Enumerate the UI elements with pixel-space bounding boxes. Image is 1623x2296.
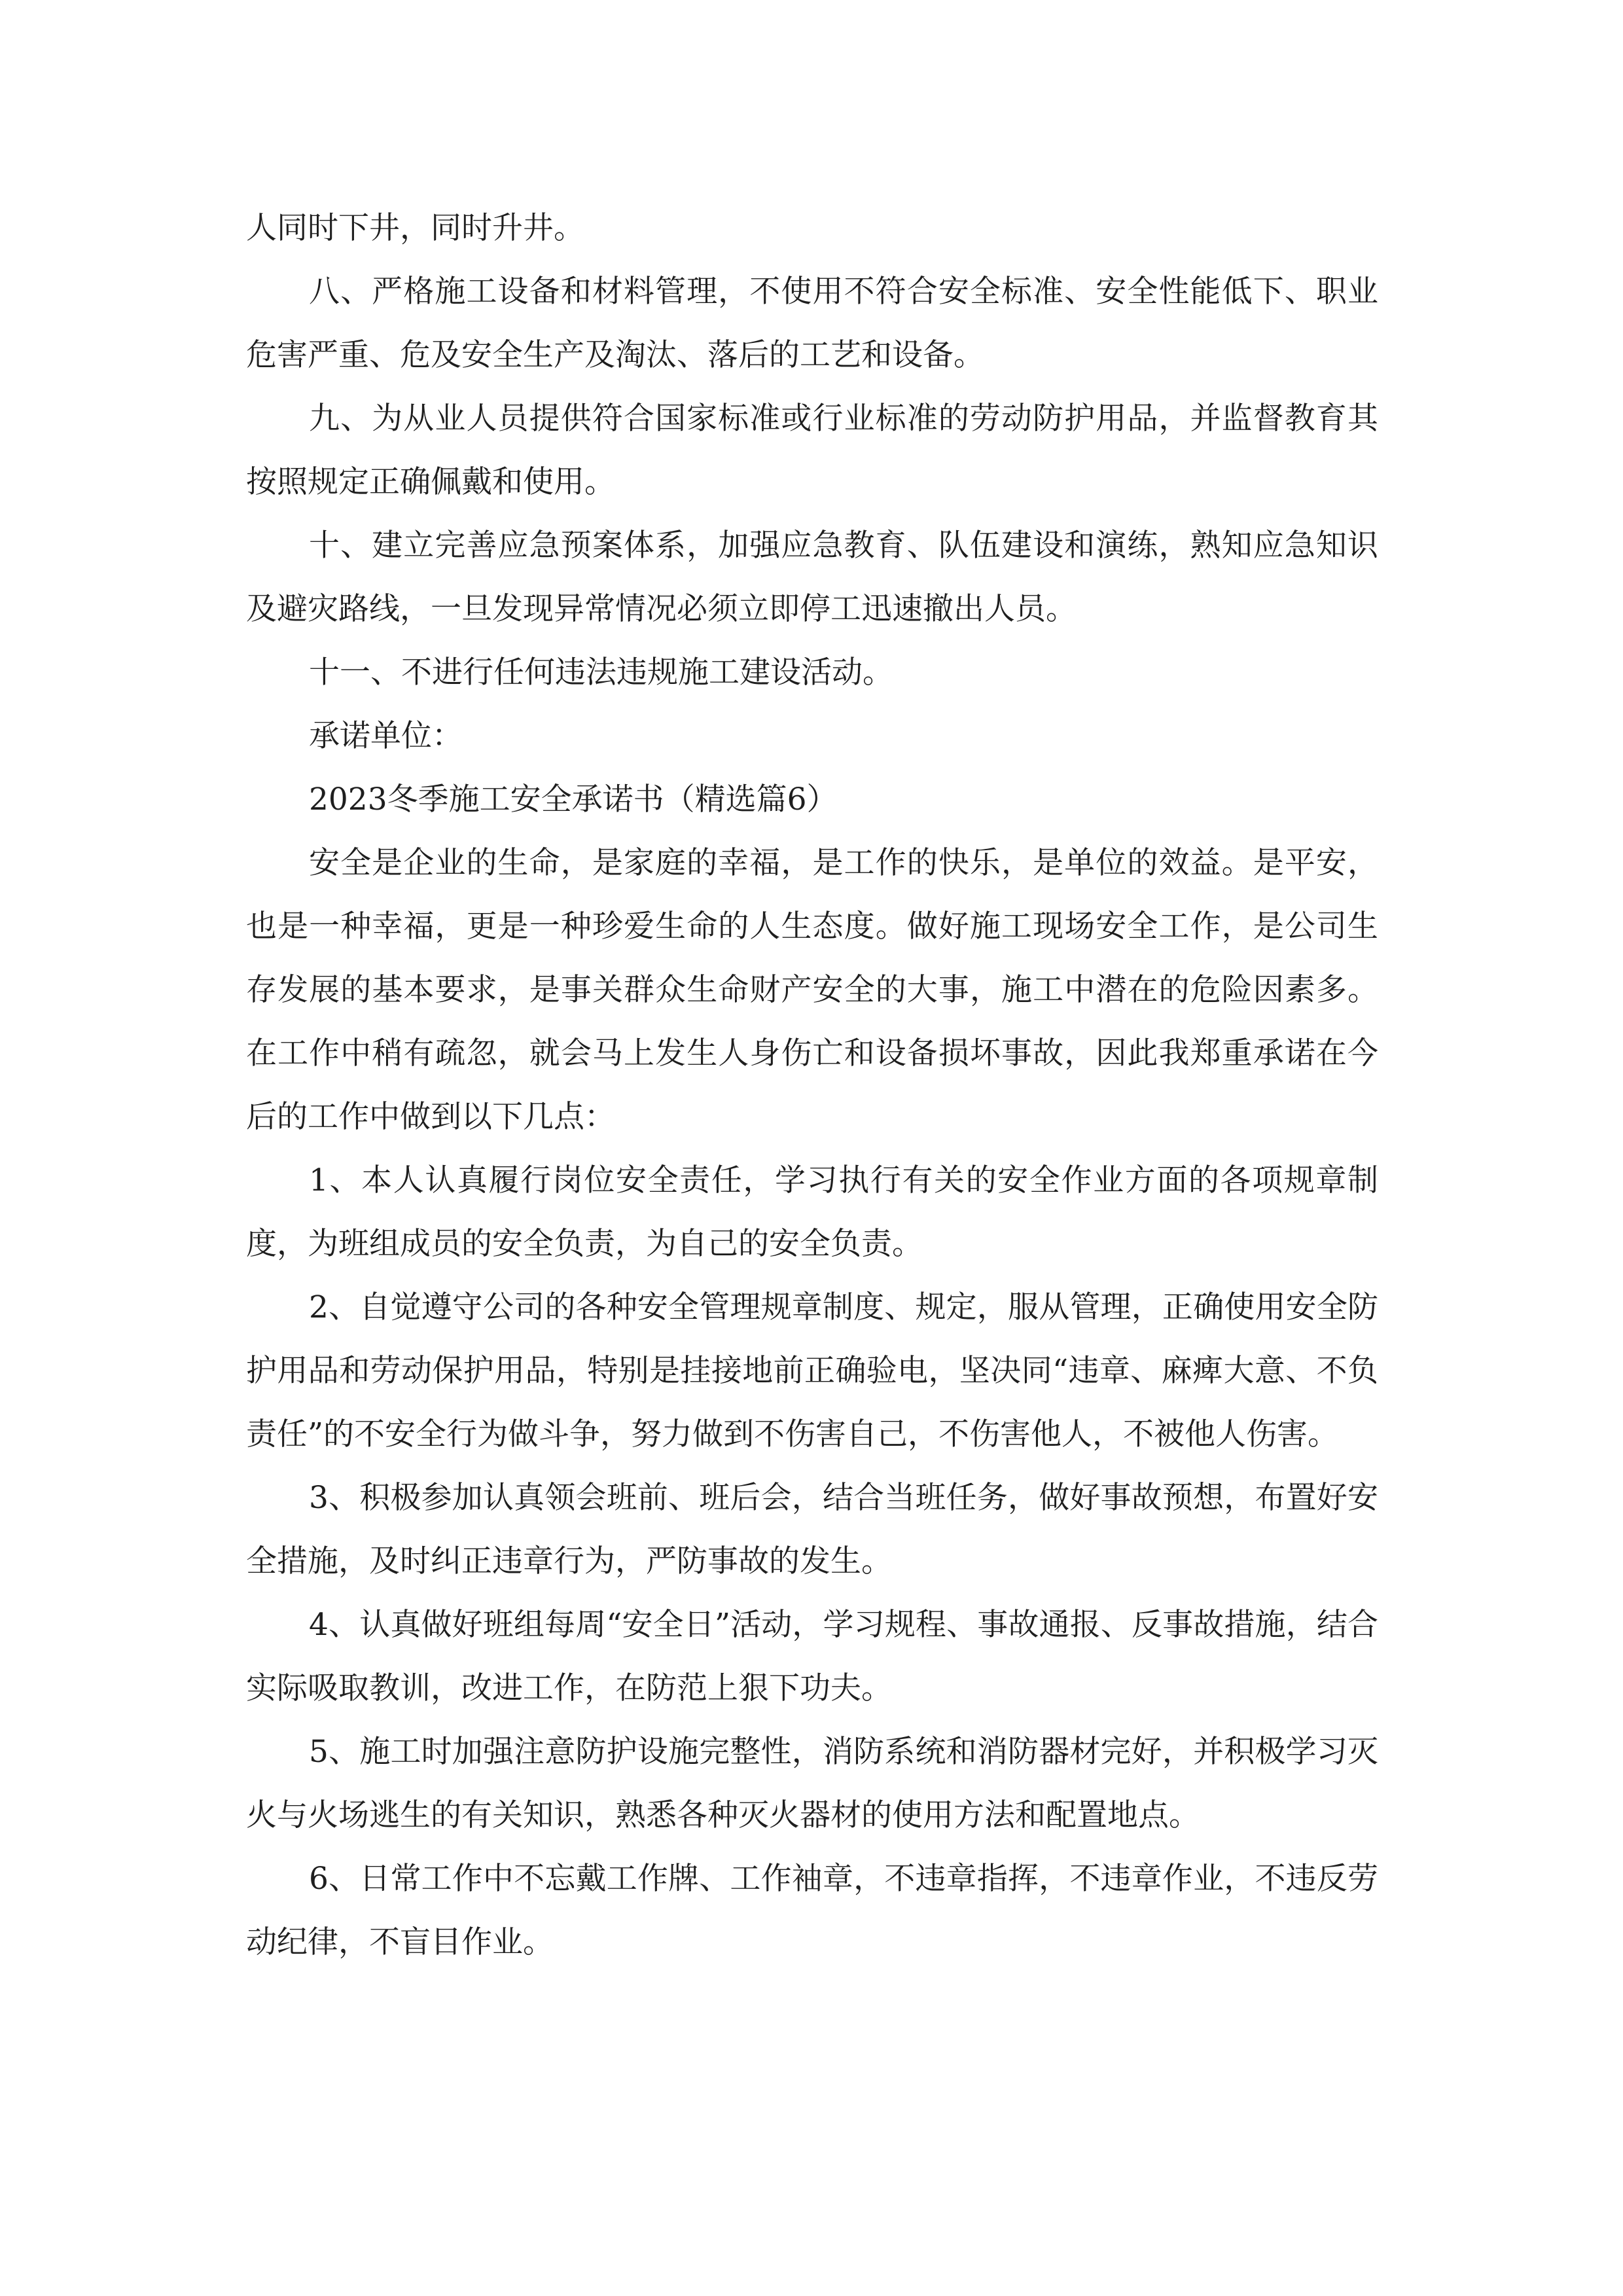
paragraph-point-1: 1、本人认真履行岗位安全责任，学习执行有关的安全作业方面的各项规章制度，为班组成员的安全负责，为自己的安全负责。 xyxy=(246,1162,1378,1262)
paragraph-continuation: 人同时下井，同时升井。 xyxy=(246,210,584,246)
pledging-unit-label: 承诺单位： xyxy=(309,718,463,754)
paragraph-point-5: 5、施工时加强注意防护设施完整性，消防系统和消防器材完好，并积极学习灭火与火场逃生的有关知识，熟悉各种灭火器材的使用方法和配置地点。 xyxy=(246,1734,1378,1833)
paragraph-point-3: 3、积极参加认真领会班前、班后会，结合当班任务，做好事故预想，布置好安全措施，及时纠正违章行为，严防事故的发生。 xyxy=(246,1480,1378,1579)
paragraph-point-4: 4、认真做好班组每周“安全日”活动，学习规程、事故通报、反事故措施，结合实际吸取教训，改进工作，在防范上狠下功夫。 xyxy=(246,1607,1378,1706)
paragraph-intro: 安全是企业的生命，是家庭的幸福，是工作的快乐，是单位的效益。是平安，也是一种幸福，更是一种珍爱生命的人生态度。做好施工现场安全工作，是公司生存发展的基本要求，是事关群众生命财产安全的大事，施工中潜在的危险因素多。在工作中稍有疏忽，就会马上发生人身伤亡和设备损坏事故，因此我郑重承诺在今后的工作中做到以下几点： xyxy=(246,845,1378,1135)
paragraph-item-11: 十一、不进行任何违法违规施工建设活动。 xyxy=(309,655,893,691)
paragraph-point-2: 2、自觉遵守公司的各种安全管理规章制度、规定，服从管理，正确使用安全防护用品和劳动保护用品，特别是挂接地前正确验电，坚决同“违章、麻痺大意、不负责任”的不安全行为做斗争，努力做到不伤害自己，不伤害他人，不被他人伤害。 xyxy=(246,1289,1378,1452)
paragraph-item-9: 九、为从业人员提供符合国家标准或行业标准的劳动防护用品，并监督教育其按照规定正确佩戴和使用。 xyxy=(246,401,1378,500)
paragraph-item-10: 十、建立完善应急预案体系，加强应急教育、队伍建设和演练，熟知应急知识及避灾路线，一旦发现异常情况必须立即停工迅速撤出人员。 xyxy=(246,528,1378,627)
section-title: 2023冬季施工安全承诺书（精选篇6） xyxy=(309,781,838,817)
paragraph-item-8: 八、严格施工设备和材料管理，不使用不符合安全标准、安全性能低下、职业危害严重、危及安全生产及淘汰、落后的工艺和设备。 xyxy=(246,274,1378,373)
paragraph-point-6: 6、日常工作中不忘戴工作牌、工作袖章，不违章指挥，不违章作业，不违反劳动纪律，不盲目作业。 xyxy=(246,1861,1378,1960)
document-body xyxy=(246,196,1378,1974)
